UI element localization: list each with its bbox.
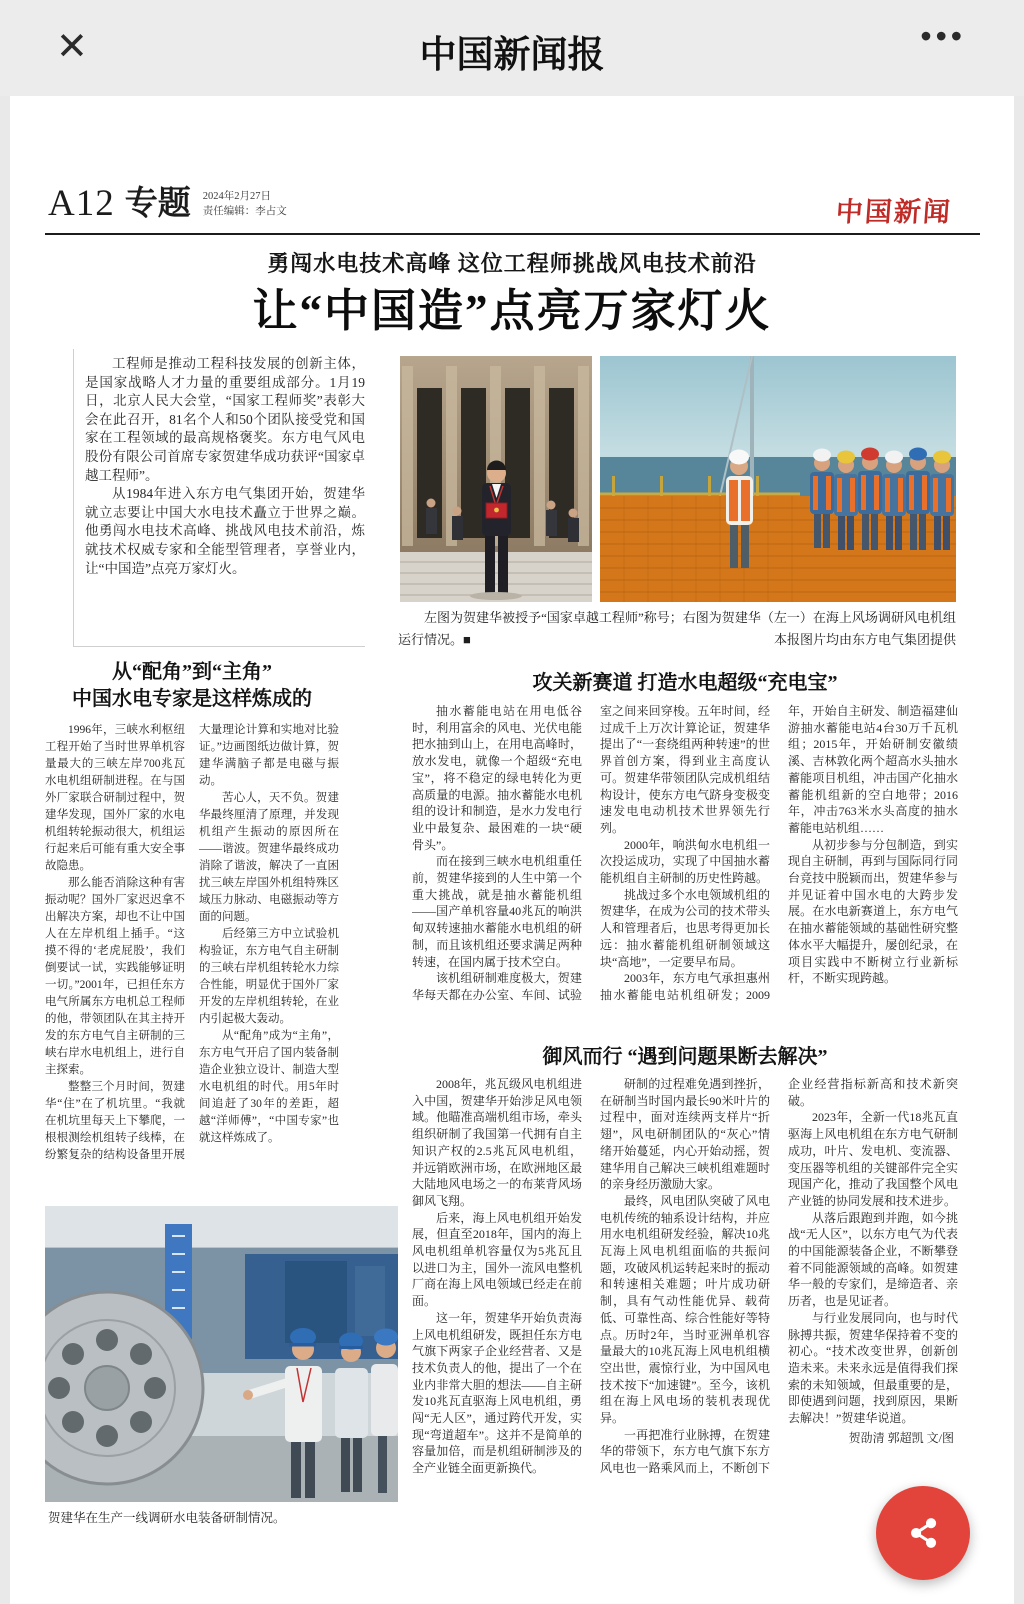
paragraph: 挑战过多个水电领域机组的贺建华，在成为公司的技术带头人和管理者后，也思考得更加长远：抽水蓄能机组研制领域这块“高地”，一定要早布局。 (600, 887, 770, 969)
paragraph: 这一年，贺建华开始负责海上风电机组研发，既担任东方电气旗下两家子企业经营者、又是技术负责人的他，提出了一个在业内非常大胆的想法——自主研发10兆瓦直驱海上风电机组，勇闯“无人区”，通过跨代开发，实现“弯道超车”。这并不是简单的容量加倍，而是机组研制涉及的全产业链全面更新换代。 (412, 1310, 582, 1476)
paragraph: 最终，风电团队突破了风电电机传统的轴系设计结构，并应用水电机组研发经验，解决10兆瓦海上风电机组面临的共振问题，攻破风机运转起来时的振动和转速相关难题；叶片成功研制，具有气动性能优异、载荷低、可靠性高、综合性能好等特点。历时2年，当时亚洲单机容量最大的10兆瓦海上风电机组横空出世，震惊行业，为中国风电技术按下“加速键”。至今，该机组在海上风电场的装机表现优异。 (600, 1193, 770, 1426)
paragraph: 从落后跟跑到并跑，如今挑战“无人区”，以东方电气为代表的中国能源装备企业，不断攀登着不同能源领域的高峰。如贺建华一般的专家们，是缔造者、亲历者，也是见证者。 (788, 1210, 958, 1309)
paragraph: 1996年，三峡水利枢纽工程开始了当时世界单机容量最大的三峡左岸700兆瓦水电机组研制进程。在与国外厂家联合研制过程中，贺建华发现，国外厂家的水电机组转轮振动很大，机组运行起来后可能有重大安全事故隐患。 (45, 724, 185, 872)
paragraph: 一再把准行业脉搏，在贺建华的带领下，东方电气旗下东方风电也一路乘风而上，不断创下企业经营指标新高和技术新突破。 (600, 1077, 958, 1476)
section3-heading: 御风而行 “遇到问题果断去解决” (542, 1046, 828, 1068)
paragraph: 从初步参与分包制造，到实现自主研制，再到与国际同行同台竞技中脱颖而出，贺建华参与并见证着中国水电的大跨步发展。在水电新赛道上，东方电气在抽水蓄能领域的基础性研究整体水平大幅提升，屡创纪录，在项目实践中不断树立行业新标杆，不断实现跨越。 (788, 837, 958, 986)
issue-date: 2024年2月27日 (202, 191, 271, 202)
paragraph: 研制的过程难免遇到挫折，在研制当时国内最长90米叶片的过程中，面对连续两支样片“折翅”，风电研制团队的“灰心”情绪开始蔓延，内心开始动摇，贺建华用自己解决三峡机组难题时的亲身经历激励大家。 (600, 1077, 770, 1192)
editor-line: 责任编辑：李占文 (202, 206, 287, 217)
share-icon (900, 1510, 946, 1556)
photo-caption (398, 607, 956, 650)
paragraph: 2000年，响洪甸水电机组一次投运成功，实现了中国抽水蓄能机组自主研制的历史性跨越。 (600, 837, 770, 886)
paragraph: 2003年，东方电气承担惠州抽水蓄能电站机组研发；2009年，开始自主研发、制造福建仙游抽水蓄能电站4台30万千瓦机组；2015年，开始研制安徽绩溪、吉林敦化两个超高水头抽水蓄能项目机组，冲击国产化抽水蓄能机组新的空白地带；2016年，冲击763米水头高度的抽水蓄能电站机组…… (600, 704, 958, 1002)
section1-body (45, 722, 339, 1192)
headline-kicker: 勇闯水电技术高峰 这位工程师挑战风电技术前沿 (267, 251, 757, 276)
photo-offshore-wind-visit[interactable] (600, 356, 956, 602)
section3-body (412, 1076, 958, 1528)
page-number: A12 (48, 183, 115, 224)
paragraph: 抽水蓄能电站在用电低谷时，利用富余的风电、光伏电能把水抽到山上，在用电高峰时，放水发电，就像一个超级“充电宝”，将不稳定的绿电转化为更高质量的电源。抽水蓄能水电机组的设计和制造，是水力发电行业中最复杂、最困难的一块“硬骨头”。 (412, 704, 582, 852)
section-name: 专题 (124, 186, 191, 222)
bottom-photo-caption: 贺建华在生产一线调研水电装备研制情况。 (48, 1511, 286, 1525)
paragraph: 苦心人，天不负。贺建华最终厘清了原理，并发现机组产生振动的原因所在——谐波。贺建华最终成功消除了谐波，解决了一直困扰三峡左岸国外机组特殊区域压力脉动、电磁振动等方面的问题。 (199, 792, 339, 923)
masthead-meta (203, 184, 287, 219)
paragraph: 整整三个月时间，贺建华“住”在了机坑里。“我就在机坑里每天上下攀爬，一根根测绘机组转子线棒，在纷繁复杂的结构设备里开展大量理论计算和实地对比验证。”边画图纸边做计算，贺建华满脑子都是电磁与振动。 (45, 724, 339, 1161)
paragraph: 从“配角”成为“主角”，东方电气开启了国内装备制造企业独立设计、制造大型水电机组的时代。用5年时间追赶了30年的差距，超越“洋师傅”，“中国专家”也就这样炼成了。 (199, 1030, 339, 1144)
more-menu-icon[interactable]: ••• (920, 18, 966, 54)
photo-factory-research[interactable] (45, 1206, 398, 1502)
section2-heading: 攻关新赛道 打造水电超级“充电宝” (532, 672, 838, 694)
photo-award-ceremony[interactable] (400, 356, 592, 602)
paragraph: 从1984年进入东方电气集团开始，贺建华就立志要让中国大水电技术矗立于世界之巅。他勇闯水电技术高峰、挑战风电技术前沿，炼就技术权威专家和全能型管理者，享誉业内，让“中国造”点亮万家灯火。 (85, 486, 365, 576)
photo-credit: 本报图片均由东方电气集团提供 (764, 629, 956, 651)
paragraph: 那么能否消除这种有害振动呢？国外厂家迟迟拿不出解决方案，却也不让中国人在左岸机组上插手。“这摸不得的‘老虎屁股’，我们倒要试一试，实践能够证明一切。”2001年，已担任东方电气所属东方电机总工程师的他，带领团队在其主持开发的东方电气自主研制的三峡右岸水电机组上，进行自主探索。 (45, 877, 185, 1076)
byline: 贺劭清 郭超凯 文/图 (848, 1430, 954, 1445)
newspaper-logo: 中国新闻 (834, 197, 953, 227)
paragraph: 工程师是推动工程科技发展的创新主体，是国家战略人才力量的重要组成部分。1月19日，北京人民大会堂，“国家工程师奖”表彰大会在此召开，81名个人和50个团队接受党和国家在工程领域的最高规格褒奖。东方电气风电股份有限公司首席专家贺建华成功获评“国家卓越工程师”。 (85, 356, 365, 483)
app-bar (0, 0, 1024, 96)
caption-text: 左图为贺建华被授予“国家卓越工程师”称号；右图为贺建华（左一）在海上风场调研风电机组运行情况。■ (398, 610, 956, 647)
close-icon[interactable]: ✕ (56, 26, 88, 68)
intro-block (73, 349, 365, 647)
app-title: 中国新闻报 (419, 34, 605, 75)
paragraph: 而在接到三峡水电机组重任前，贺建华接到的人生中第一个重大挑战，就是抽水蓄能机组——国产单机容量40兆瓦的响洪甸双转速抽水蓄能水电机组的研制，而且该机组还要求满足两种转速，在国内属于技术空白。 (412, 854, 582, 969)
section1-heading: 从“配角”到“主角” 中国水电专家是这样炼成的 (72, 661, 312, 710)
masthead-rule (45, 233, 980, 235)
main-headline: 让“中国造”点亮万家灯火 (252, 286, 772, 336)
share-button[interactable] (876, 1486, 970, 1580)
paragraph: 与行业发展同向，也与时代脉搏共振，贺建华保持着不变的初心。“技术改变世界，创新创造未来。未来永远是值得我们探索的未知领域，但最重要的是，即使遇到问题，找到原因，果断去解决！”贺建华说道。 (788, 1310, 958, 1426)
paragraph: 后来，海上风电机组开始发展，但直至2018年，国内的海上风电机组单机容量仅为5兆瓦且以进口为主，国外一流风电整机厂商在海上风电领域已经走在前面。 (412, 1210, 582, 1309)
paragraph: 该机组研制难度极大，贺建华每天都在办公室、车间、试验室之间来回穿梭。五年时间，经过成千上万次计算论证，贺建华提出了“一套绕组两种转速”的世界首创方案，得到业主高度认可。贺建华带领团队完成机组结构设计，使东方电气跻身变极变速发电电动机技术世界领先行列。 (412, 704, 770, 1002)
masthead (48, 184, 287, 224)
paragraph: 2023年，全新一代18兆瓦直驱海上风电机组在东方电气研制成功，叶片、发电机、变流器、变压器等机组的关键部件完全实现国产化，推动了我国整个风电产业链的协同发展和技术进步。 (788, 1110, 958, 1208)
paragraph: 后经第三方中立试验机构验证，东方电气自主研制的三峡右岸机组转轮水力综合性能，明显优于国外厂家开发的左岸机组转轮，在业内引起极大轰动。 (199, 928, 339, 1025)
section2-body (412, 703, 958, 1036)
paragraph: 2008年，兆瓦级风电机组进入中国，贺建华开始涉足风电领域。他瞄准高端机组市场，牵头组织研制了我国第一代拥有自主知识产权的2.5兆瓦风电机组，并远销欧洲市场，在欧洲地区最大陆地风电场之一的布莱背风场御风飞翔。 (412, 1077, 582, 1208)
